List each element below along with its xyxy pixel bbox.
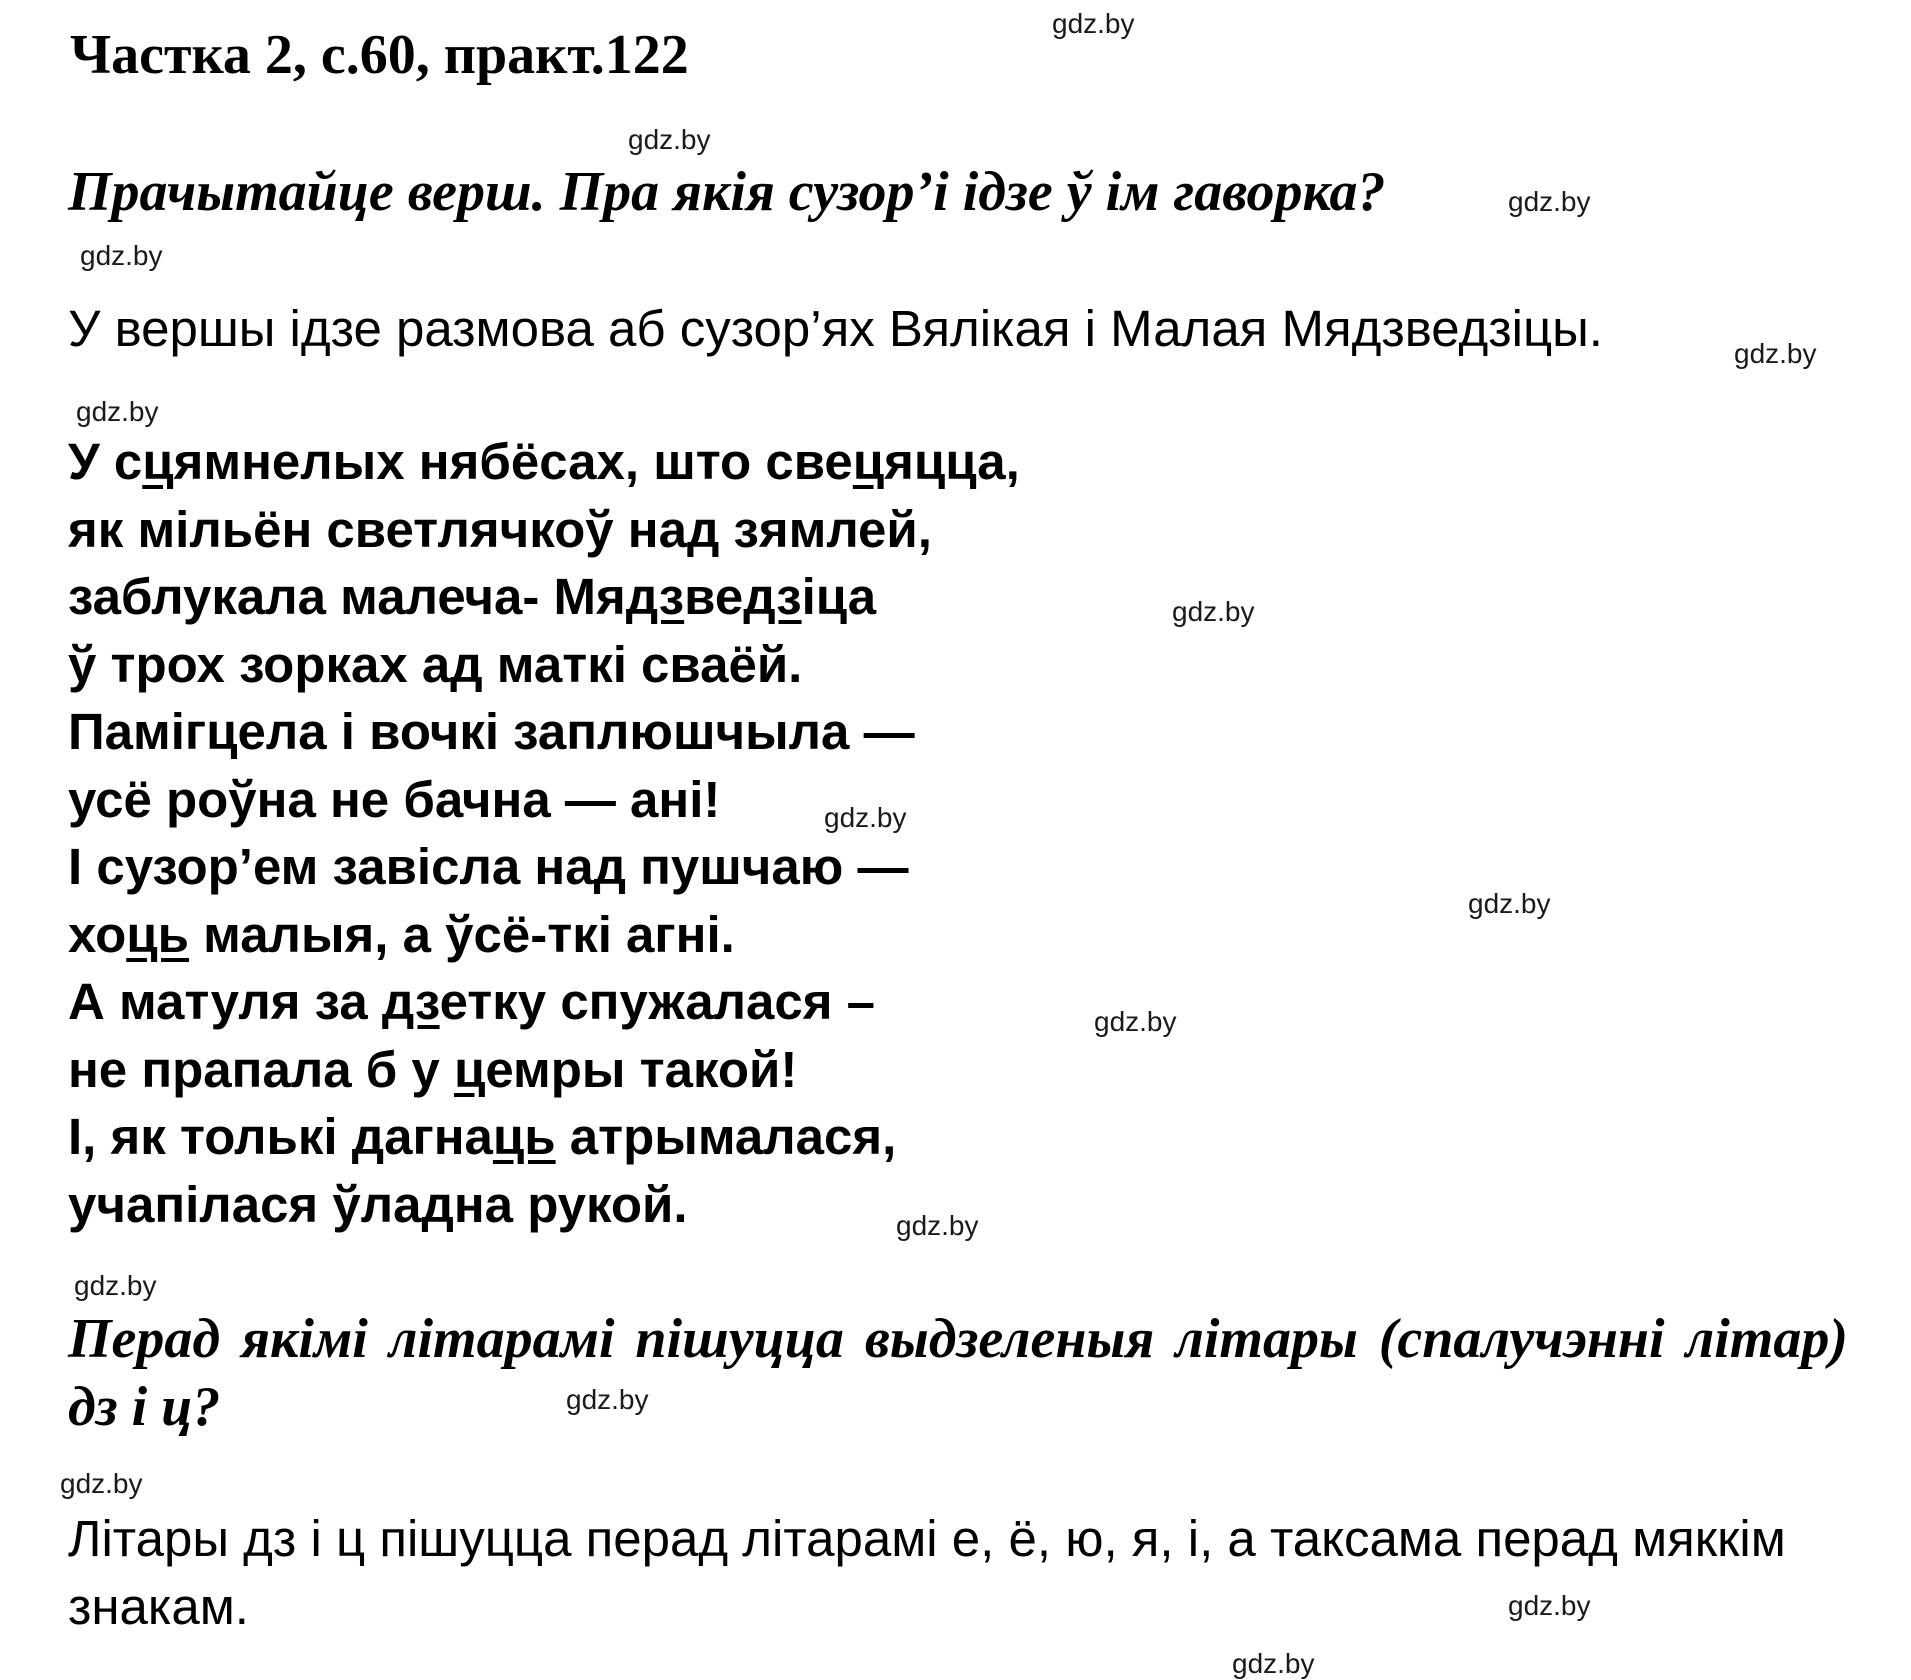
poem-line — [68, 496, 1020, 564]
question-2: Перад якімі літарамі пішуцца выдзеленыя літары (спалучэнні літар) дз і ц? — [68, 1308, 1848, 1438]
poem-text: І сузор’ем завісла над пушчаю — — [68, 838, 909, 895]
watermark: gdz.by — [1232, 1648, 1315, 1679]
poem-text: малыя, а ўсё-ткі агні. — [188, 905, 735, 963]
watermark: gdz.by — [1094, 1006, 1177, 1037]
poem-text: І, як толькі дагна — [68, 1108, 493, 1165]
poem-line — [68, 833, 1020, 901]
highlighted-letters: ц — [852, 433, 885, 490]
highlighted-letters: ць — [126, 905, 189, 963]
highlighted-letters: ць — [492, 1108, 556, 1165]
poem-text: не прапала б у — [68, 1040, 454, 1098]
poem-text: ў трох зорках ад маткі сваёй. — [68, 635, 803, 693]
poem-text: У с — [68, 433, 143, 490]
poem-text: Памігцела і вочкі заплюшчыла — — [68, 703, 915, 760]
poem-text: усё роўна не бачна — ані! — [68, 770, 721, 828]
question-1: Прачытайце верш. Пра якія сузор’і ідзе ў ім гаворка? — [68, 161, 1386, 223]
poem-line — [68, 698, 1020, 766]
watermark: gdz.by — [566, 1384, 649, 1415]
watermark: gdz.by — [80, 240, 163, 271]
watermark: gdz.by — [1172, 596, 1255, 627]
poem-text: ямнелых нябёсах, што све — [173, 433, 853, 490]
poem-line — [68, 901, 1020, 969]
poem-text: емры такой! — [485, 1040, 798, 1098]
poem-line — [68, 1103, 1020, 1171]
poem-text: іца — [801, 568, 877, 625]
poem-text: А матуля за — [68, 973, 382, 1030]
highlighted-letters: дз — [381, 973, 440, 1030]
watermark: gdz.by — [1508, 186, 1591, 217]
poem-text: хо — [68, 905, 127, 963]
watermark: gdz.by — [1734, 338, 1817, 369]
highlighted-letters: ц — [142, 433, 174, 490]
poem-line — [68, 563, 1020, 631]
watermark: gdz.by — [628, 124, 711, 155]
answer-1: У вершы ідзе размова аб сузор’ях Вялікая і Малая Мядзведзіцы. — [68, 300, 1603, 357]
watermark: gdz.by — [1052, 8, 1135, 39]
poem-text: етку спужалася – — [439, 973, 876, 1030]
watermark: gdz.by — [76, 396, 159, 427]
poem-line — [68, 1036, 1020, 1104]
watermark: gdz.by — [74, 1270, 157, 1301]
poem-line — [68, 631, 1020, 699]
poem-line — [68, 1171, 1020, 1239]
watermark: gdz.by — [1508, 1590, 1591, 1621]
poem-text: учапілася ўладна рукой. — [68, 1175, 688, 1233]
poem-line — [68, 428, 1020, 496]
poem-text: атрымалася, — [555, 1108, 897, 1165]
poem-text: яцца, — [884, 433, 1020, 490]
poem-text: як мільён светлячкоў над зямлей, — [68, 500, 932, 558]
poem-text: заблукала малеча- Мя — [68, 568, 626, 625]
watermark: gdz.by — [60, 1468, 143, 1499]
poem-text: ве — [684, 568, 744, 625]
poem-line — [68, 968, 1020, 1036]
highlighted-letters: дз — [625, 568, 685, 625]
answer-2: Літары дз і ц пішуцца перад літарамі е, ё, ю, я, і, а таксама перад мяккім знакам. — [68, 1510, 1786, 1635]
highlighted-letters: дз — [743, 568, 802, 625]
highlighted-letters: ц — [453, 1040, 486, 1098]
watermark: gdz.by — [896, 1210, 979, 1241]
page-heading: Частка 2, с.60, практ.122 — [70, 24, 689, 86]
watermark: gdz.by — [1468, 888, 1551, 919]
watermark: gdz.by — [824, 802, 907, 833]
